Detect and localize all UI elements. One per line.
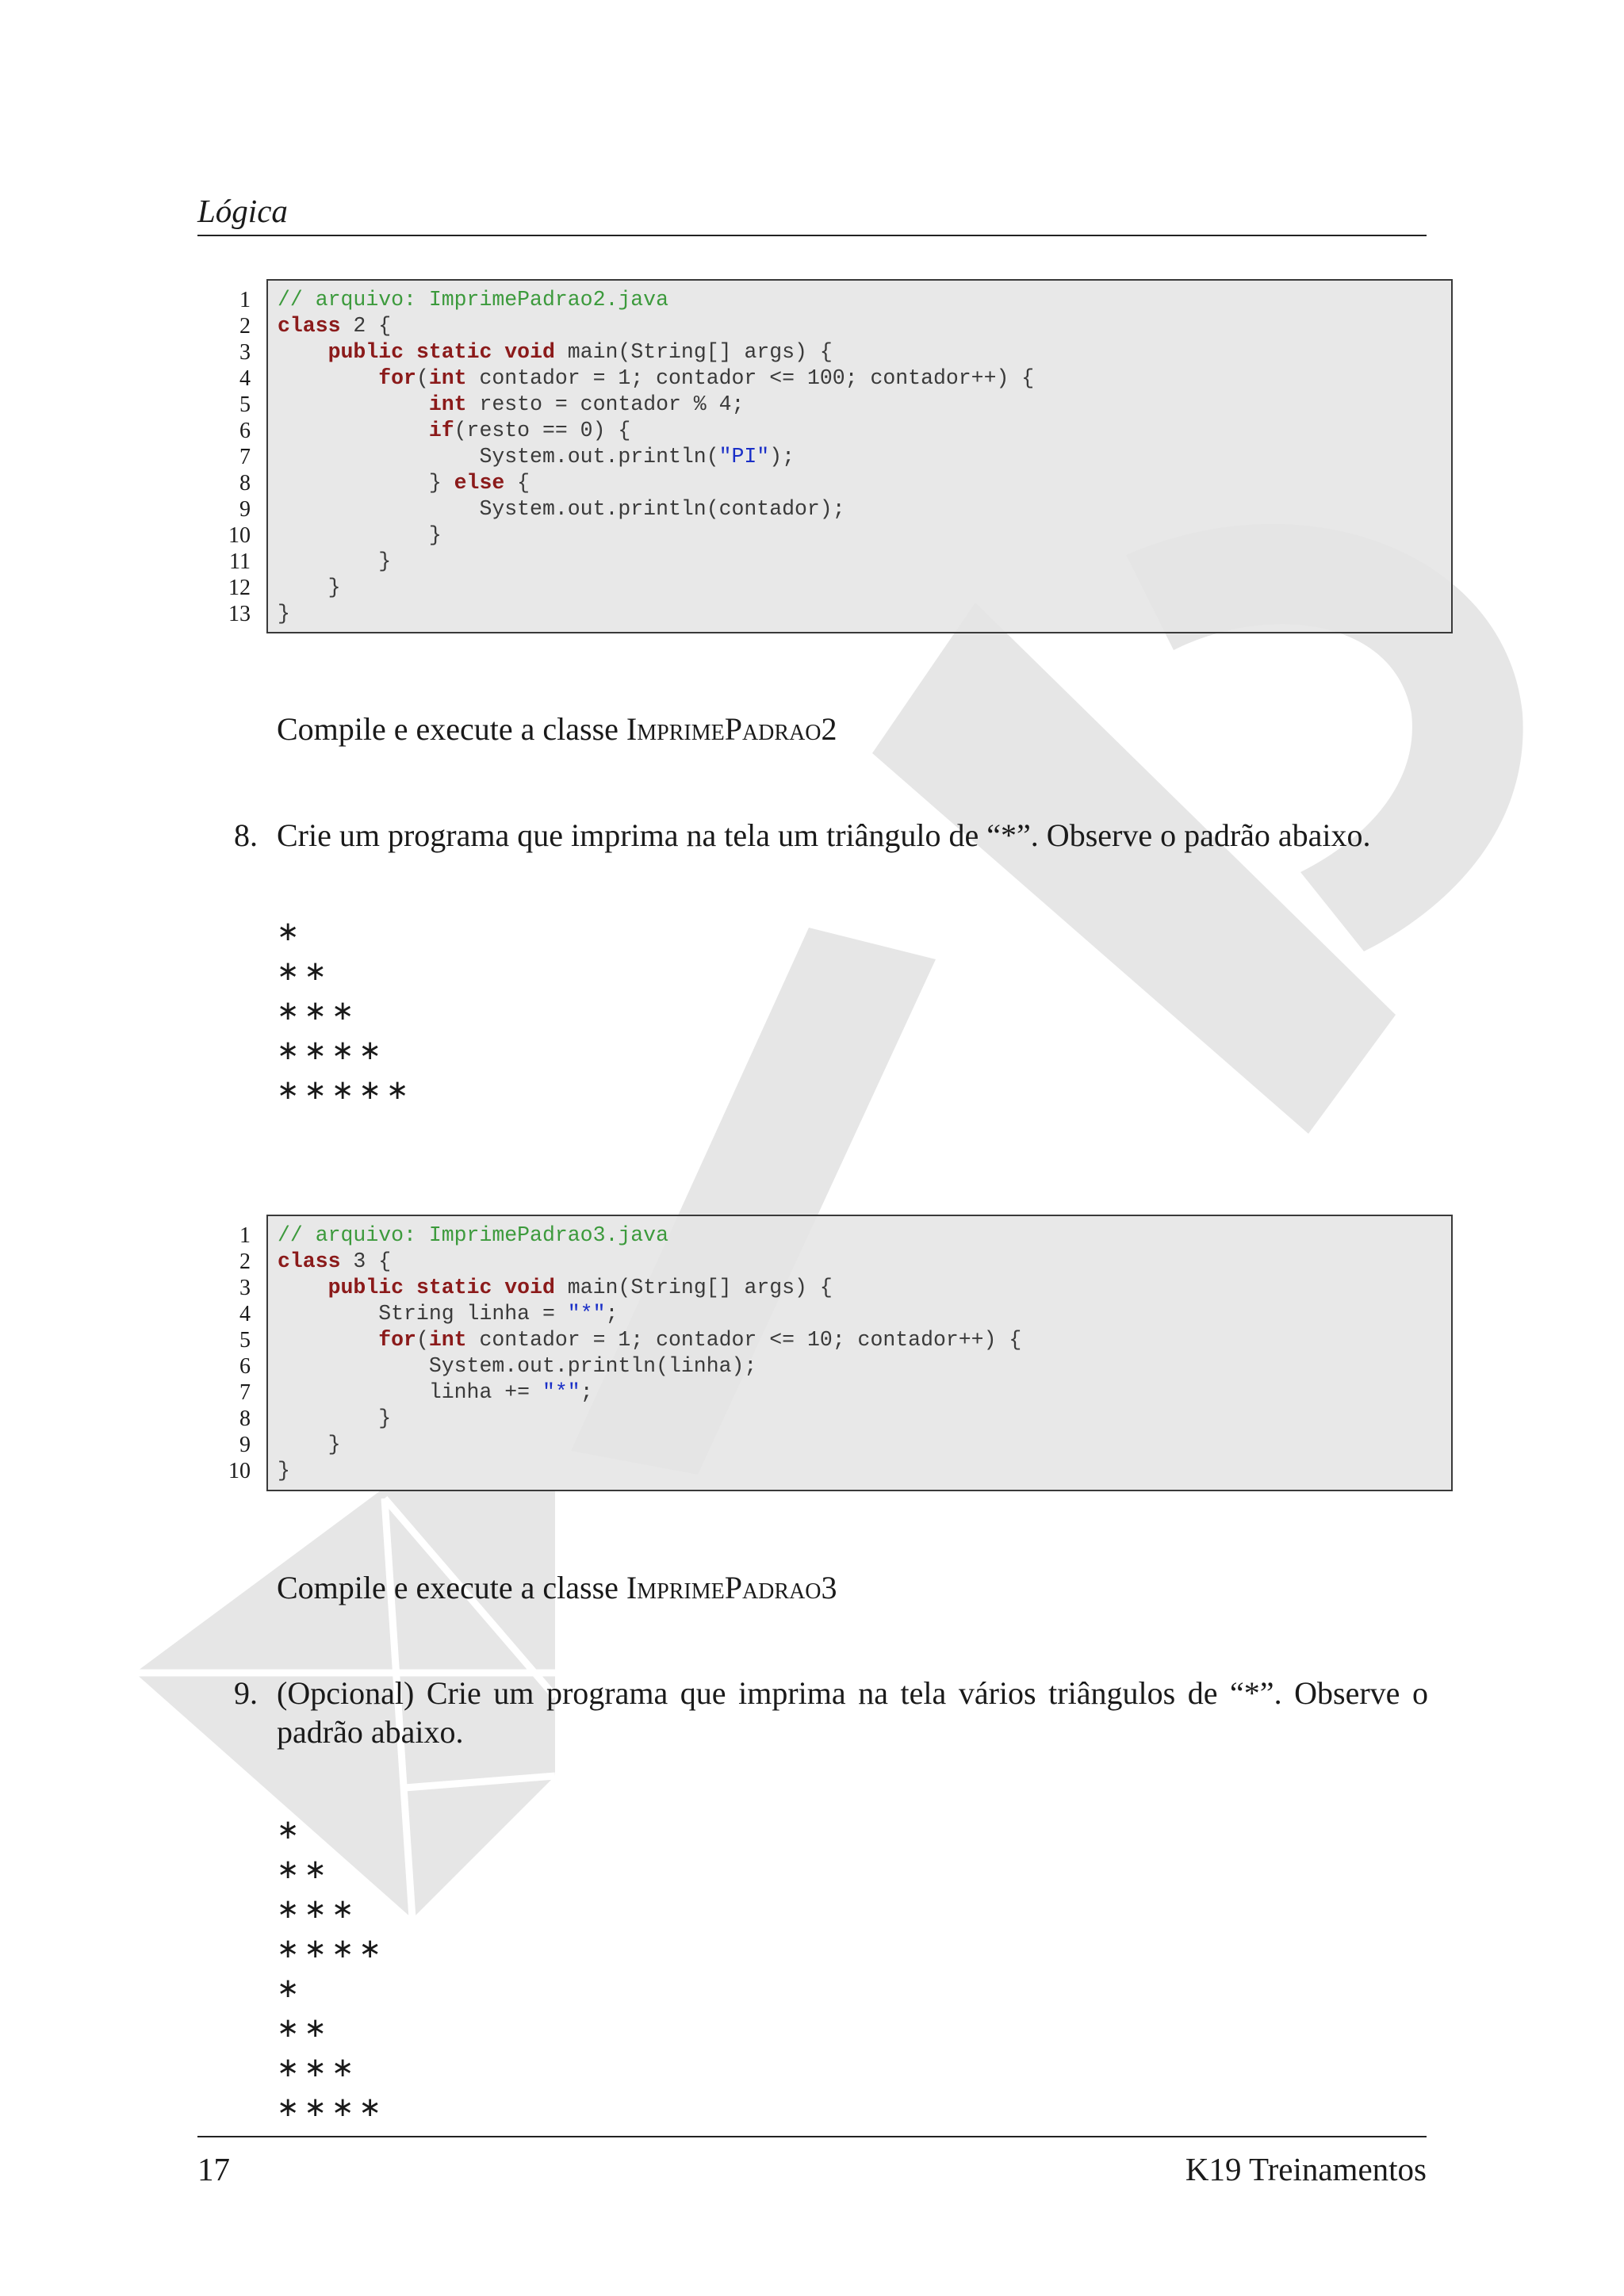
line-number: 10 — [228, 1459, 251, 1483]
star-line: ∗∗∗∗ — [277, 1035, 386, 1066]
page-number: 17 — [197, 2151, 230, 2187]
compile-instruction-1 — [277, 710, 837, 749]
line-number: 8 — [239, 1406, 251, 1431]
code-line: System.out.println(linha); — [278, 1354, 757, 1378]
line-number: 6 — [239, 1354, 251, 1379]
line-number: 4 — [239, 366, 251, 391]
code-line: public static void main(String[] args) { — [327, 1276, 833, 1299]
code-line: } — [278, 576, 341, 599]
line-number: 8 — [239, 471, 251, 496]
star-line: ∗∗∗ — [277, 2052, 359, 2084]
line-number: 7 — [239, 1380, 251, 1405]
code-block-1 — [266, 279, 1453, 633]
code-line: for(int contador = 1; contador <= 10; contador++) { — [378, 1328, 1022, 1352]
code-line: } — [278, 1406, 392, 1430]
code-comment: // arquivo: ImprimePadrao2.java — [278, 288, 668, 312]
code-comment: // arquivo: ImprimePadrao3.java — [278, 1223, 668, 1247]
star-line: ∗∗∗∗ — [277, 1933, 386, 1965]
line-number: 3 — [239, 1276, 251, 1300]
star-line: ∗∗∗ — [277, 1893, 359, 1925]
line-number: 10 — [228, 523, 251, 548]
list-item-number: 8. — [234, 817, 258, 853]
code-keyword: for — [378, 1328, 416, 1352]
star-line: ∗ — [277, 916, 304, 947]
code-string: "PI" — [718, 445, 770, 469]
line-number: 2 — [239, 314, 251, 339]
code-keyword: for — [378, 366, 416, 390]
code-string: "*" — [567, 1302, 606, 1326]
code-keyword: if — [428, 419, 454, 442]
footer-rule — [197, 2136, 1427, 2137]
code-string: "*" — [542, 1380, 580, 1404]
running-header-title: Lógica — [197, 193, 288, 229]
line-number: 9 — [239, 497, 251, 522]
code-keyword: static — [416, 1276, 492, 1299]
code-keyword: static — [416, 340, 492, 364]
code-keyword: public — [327, 340, 404, 364]
star-line: ∗∗ — [277, 1854, 331, 1885]
star-line: ∗∗ — [277, 955, 331, 987]
line-number: 5 — [239, 1328, 251, 1353]
code-keyword: int — [428, 366, 467, 390]
star-line: ∗∗∗∗∗ — [277, 1074, 414, 1106]
star-line: ∗∗∗∗ — [277, 2091, 386, 2123]
code-keyword: void — [504, 1276, 555, 1299]
line-number: 12 — [228, 576, 251, 600]
code-keyword: class — [278, 314, 341, 338]
list-item-9-line-1: (Opcional) Crie um programa que imprima na tela vários triângulos de “*”. Observe o — [277, 1675, 1428, 1711]
code-line: for(int contador = 1; contador <= 100; contador++) { — [378, 366, 1035, 390]
code-line: if(resto == 0) { — [428, 419, 631, 442]
code-line: } — [278, 549, 392, 573]
star-line: ∗∗∗ — [277, 995, 359, 1027]
code-line: int resto = contador % 4; — [428, 392, 745, 416]
code-line: } else { — [278, 471, 530, 495]
class-name: ImprimePadrao3 — [626, 1570, 837, 1605]
line-number: 11 — [229, 549, 251, 574]
line-number: 6 — [239, 419, 251, 443]
code-line: } — [278, 1459, 290, 1483]
line-number: 4 — [239, 1302, 251, 1326]
code-line: class 3 { — [278, 1249, 392, 1273]
code-keyword: int — [428, 1328, 467, 1352]
code-line: } — [278, 523, 442, 547]
list-item-number: 9. — [234, 1675, 258, 1711]
code-line: public static void main(String[] args) { — [327, 340, 833, 364]
list-item-9-line-2: padrão abaixo. — [277, 1714, 464, 1750]
star-line: ∗ — [277, 1814, 304, 1846]
class-name: ImprimePadrao2 — [626, 711, 837, 747]
code-keyword: void — [504, 340, 555, 364]
code-line: String linha = "*"; — [278, 1302, 619, 1326]
compile-instruction-text: Compile e execute a classe — [277, 1570, 626, 1605]
code-line — [278, 1223, 668, 1249]
line-number: 1 — [239, 1223, 251, 1248]
header-rule — [197, 235, 1427, 236]
code-line: linha += "*"; — [278, 1380, 593, 1404]
line-number: 1 — [239, 288, 251, 312]
line-number: 2 — [239, 1249, 251, 1274]
line-number: 3 — [239, 340, 251, 365]
code-line: } — [278, 602, 290, 626]
code-line — [278, 287, 668, 313]
star-line: ∗ — [277, 1973, 304, 2004]
line-number: 5 — [239, 392, 251, 417]
code-line: System.out.println(contador); — [278, 497, 845, 521]
line-number: 7 — [239, 445, 251, 469]
code-keyword: class — [278, 1249, 341, 1273]
code-block-2 — [266, 1215, 1453, 1491]
compile-instruction-text: Compile e execute a classe — [277, 711, 626, 747]
line-number: 13 — [228, 602, 251, 626]
code-keyword: public — [327, 1276, 404, 1299]
line-number: 9 — [239, 1433, 251, 1457]
list-item-8-text: Crie um programa que imprima na tela um triângulo de “*”. Observe o padrão abaixo. — [277, 817, 1371, 853]
code-line: System.out.println("PI"); — [278, 445, 795, 469]
compile-instruction-2 — [277, 1568, 837, 1608]
code-line: class 2 { — [278, 314, 392, 338]
code-keyword: else — [454, 471, 505, 495]
footer-brand: K19 Treinamentos — [1185, 2151, 1427, 2187]
code-keyword: int — [428, 392, 467, 416]
code-line: } — [278, 1433, 341, 1456]
star-line: ∗∗ — [277, 2012, 331, 2044]
